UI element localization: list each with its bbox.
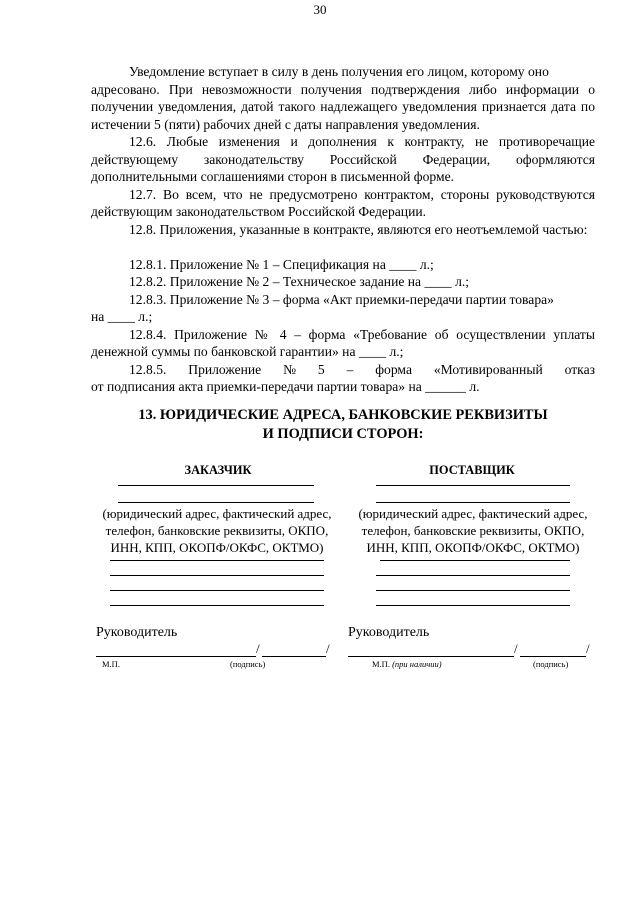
supplier-line xyxy=(376,575,570,576)
appendix-item-5-word: отказ xyxy=(564,361,595,377)
appendix-item-5-word: «Мотивированный xyxy=(433,361,543,377)
appendix-item-3-line2: на ____ л.; xyxy=(91,309,153,324)
appendix-item-5-word: форма xyxy=(375,361,412,377)
customer-line xyxy=(118,502,314,503)
appendix-item-2: 12.8.2. Приложение № 2 – Техническое задание на ____ л.; xyxy=(129,274,470,289)
appendix-item-5-word: 12.8.5. xyxy=(129,361,167,377)
appendix-item-5-word: Приложение xyxy=(188,361,262,377)
supplier-role-label: Руководитель xyxy=(348,625,430,640)
customer-signature-slash: / xyxy=(256,641,260,656)
appendix-item-4 xyxy=(91,326,595,361)
supplier-requisites-line: телефон, банковские реквизиты, ОКПО, xyxy=(361,523,585,538)
customer-signature-caption: (подпись) xyxy=(230,659,266,669)
appendix-item-1: 12.8.1. Приложение № 1 – Спецификация на ____ л.; xyxy=(129,256,434,272)
paragraph-12-8 xyxy=(91,221,595,239)
customer-requisites-hint xyxy=(100,505,334,556)
customer-stamp-label: М.П. xyxy=(102,659,120,669)
paragraph-notice: адресовано. При невозможности получения подтверждения либо информации о получении уведомления, датой такого надлежащего уведомления признается дата по истечении 5 (пяти) рабочих дней с даты направления уведомления. xyxy=(91,81,595,132)
supplier-requisites-hint xyxy=(356,505,590,556)
appendix-item-5-line1 xyxy=(129,361,595,379)
supplier-requisites-line: ИНН, КПП, ОКОПФ/ОКФС, ОКТМО) xyxy=(366,540,580,555)
appendix-item-5-word: 5 xyxy=(317,361,325,377)
supplier-line xyxy=(376,502,570,503)
customer-title: ЗАКАЗЧИК xyxy=(184,463,252,477)
supplier-requisites-line: (юридический адрес, фактический адрес, xyxy=(358,506,588,521)
page-number: 30 xyxy=(313,2,327,17)
supplier-stamp-label xyxy=(372,659,442,669)
section-13-heading-line2: И ПОДПИСИ СТОРОН: xyxy=(262,426,424,442)
supplier-line xyxy=(380,560,570,561)
customer-line xyxy=(110,590,324,591)
paragraph-12-7-text: 12.7. Во всем, что не предусмотрено контрактом, стороны руководствуются действующим законодательством Российской Федерации. xyxy=(91,186,595,219)
appendix-item-5-word: № xyxy=(283,361,297,377)
appendix-item-3-line1: 12.8.3. Приложение № 3 – форма «Акт приемки-передачи партии товара» xyxy=(129,291,554,307)
customer-line xyxy=(110,560,324,561)
supplier-line xyxy=(376,605,570,606)
appendix-item-4-text: 12.8.4. Приложение № 4 – форма «Требование об осуществлении уплаты денежной суммы по банковской гарантии» на ____ л.; xyxy=(91,326,595,359)
customer-line xyxy=(110,575,324,576)
customer-role-label: Руководитель xyxy=(96,625,178,640)
supplier-stamp-note: (при наличии) xyxy=(392,659,442,669)
customer-requisites-line: ИНН, КПП, ОКОПФ/ОКФС, ОКТМО) xyxy=(110,540,324,555)
supplier-line xyxy=(376,485,570,486)
supplier-line xyxy=(376,590,570,591)
paragraph-12-6-text: 12.6. Любые изменения и дополнения к контракту, не противоречащие действующему законодательству Российской Федерации, оформляются дополнительными соглашениями сторон в письменной форме. xyxy=(91,134,595,184)
appendix-item-5-line2: от подписания акта приемки-передачи партии товара» на ______ л. xyxy=(91,379,480,394)
customer-name-line xyxy=(262,656,326,657)
supplier-stamp-text: М.П. xyxy=(372,659,390,669)
paragraph-12-7 xyxy=(91,186,595,221)
customer-line xyxy=(118,485,314,486)
supplier-signature-line xyxy=(348,656,514,657)
section-13-heading-line1: 13. ЮРИДИЧЕСКИЕ АДРЕСА, БАНКОВСКИЕ РЕКВИЗИТЫ xyxy=(138,407,548,423)
customer-signature-line xyxy=(96,656,256,657)
supplier-signature-slash: / xyxy=(586,641,590,656)
paragraph-12-8-text: 12.8. Приложения, указанные в контракте, являются его неотъемлемой частью: xyxy=(129,221,588,237)
customer-requisites-line: (юридический адрес, фактический адрес, xyxy=(102,506,332,521)
appendix-item-5-word: – xyxy=(346,361,354,377)
paragraph-notice-line1: Уведомление вступает в силу в день получения его лицом, которому оно xyxy=(129,64,549,79)
supplier-title: ПОСТАВЩИК xyxy=(429,463,515,477)
supplier-name-line xyxy=(520,656,586,657)
customer-requisites-line: телефон, банковские реквизиты, ОКПО, xyxy=(105,523,329,538)
customer-signature-slash: / xyxy=(326,641,330,656)
paragraph-12-6 xyxy=(91,133,595,186)
customer-line xyxy=(110,605,324,606)
supplier-signature-slash: / xyxy=(514,641,518,656)
supplier-signature-caption: (подпись) xyxy=(533,659,569,669)
